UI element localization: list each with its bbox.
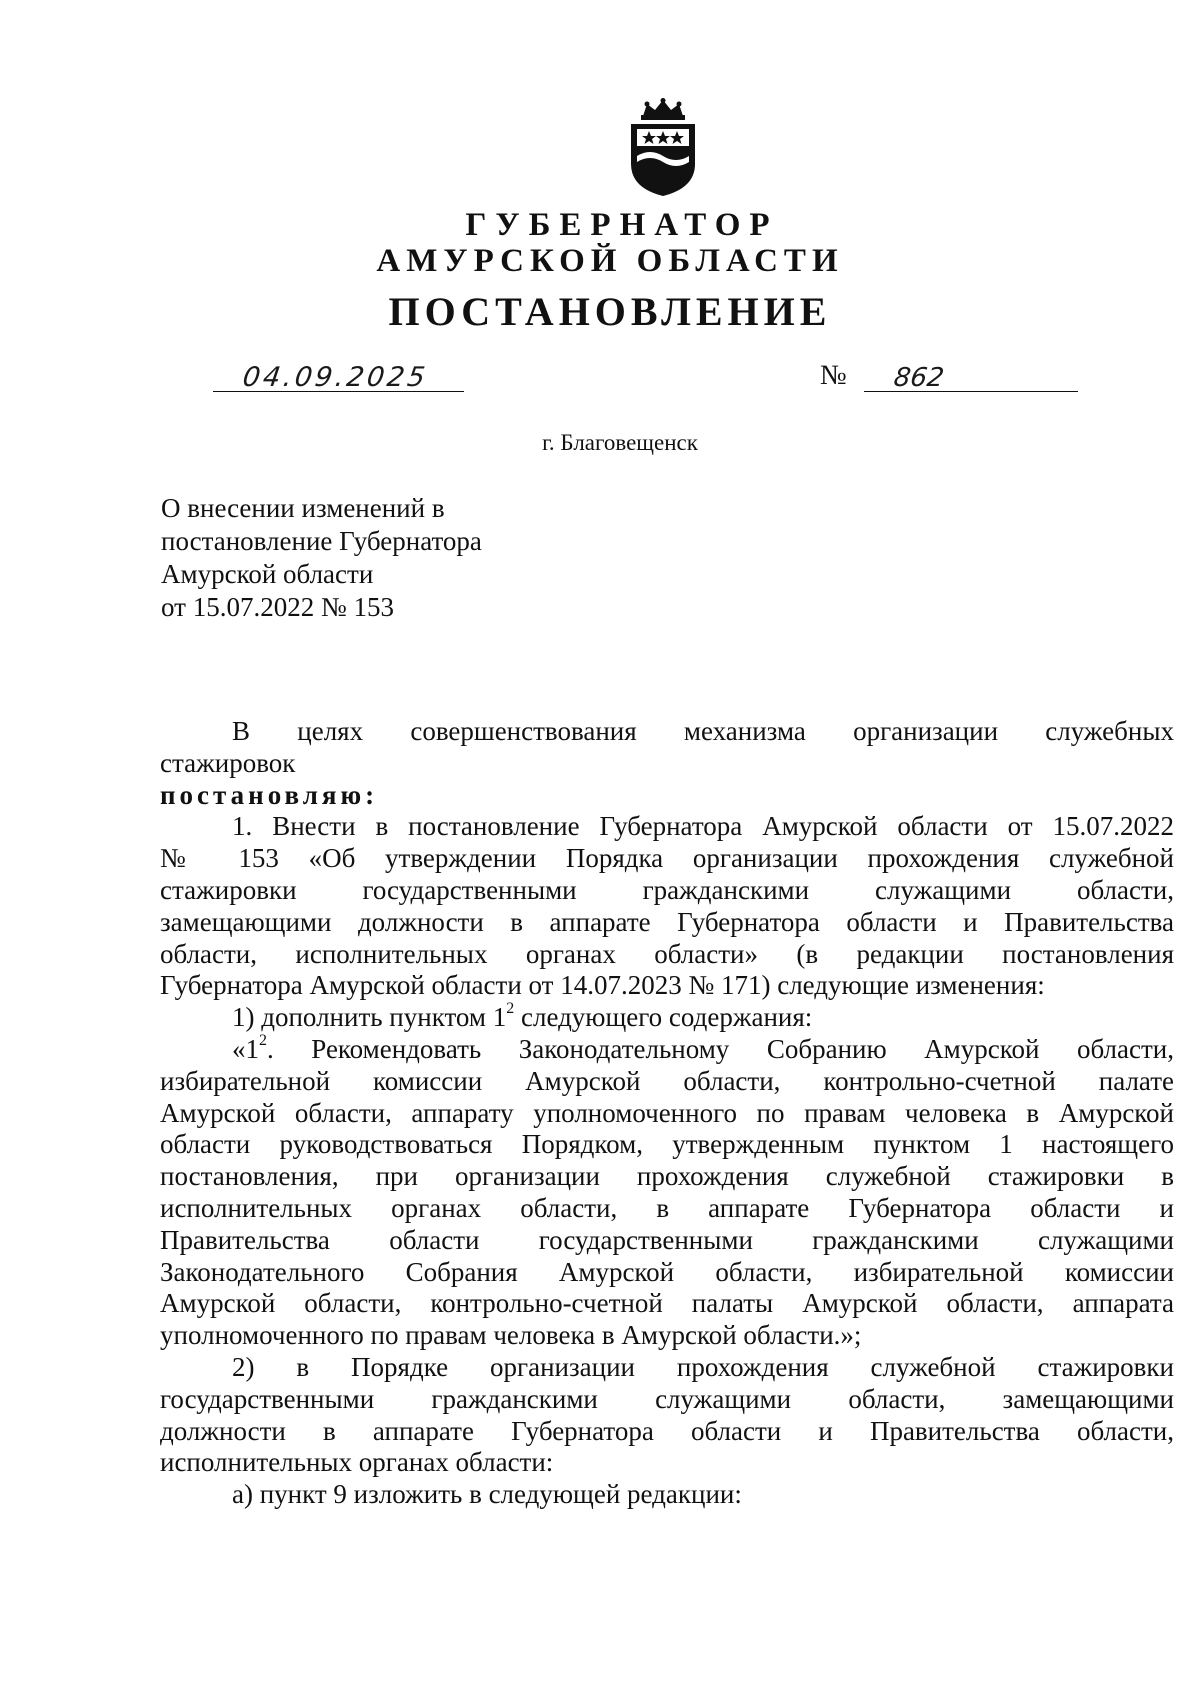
quote-line: исполнительных органах области, в аппарате Губернатора области и: [160, 1192, 1174, 1223]
quote-line: избирательной комиссии Амурской области, контрольно-счетной палате: [160, 1065, 1174, 1096]
document-type-title: ПОСТАНОВЛЕНИЕ: [388, 289, 832, 334]
quote-line: Амурской области, контрольно-счетной палаты Амурской области, аппарата: [160, 1288, 1174, 1319]
quote-line: уполномоченного по правам человека в Амурской области.»;: [160, 1320, 862, 1351]
item1-line: 1. Внести в постановление Губернатора Амурской области от 15.07.2022: [232, 811, 1174, 842]
subitem1-suffix: следующего содержания:: [514, 1002, 813, 1033]
title-line: Амурской области: [161, 559, 374, 589]
coat-of-arms-icon: [617, 98, 709, 198]
preamble-line: В целях совершенствования механизма организации служебных: [232, 716, 1174, 746]
document-body: [160, 716, 1174, 1511]
quote-line: постановления, при организации прохождения служебной стажировки в: [160, 1161, 1174, 1192]
number-field: [864, 353, 1078, 392]
region-title: АМУРСКОЙ ОБЛАСТИ: [376, 243, 844, 279]
number-handwritten: 862: [891, 363, 946, 393]
subitem2-line: 2) в Порядке организации прохождения служебной стажировки: [232, 1351, 1174, 1382]
subitem1-superscript: 2: [506, 1000, 515, 1018]
quote-first-rest: . Рекомендовать Законодательному Собранию Амурской области,: [267, 1033, 1174, 1064]
subitem2-line: исполнительных органах области:: [160, 1447, 554, 1478]
quote-line: Амурской области, аппарату уполномоченного по правам человека в Амурской: [160, 1097, 1174, 1128]
date-field: [213, 353, 464, 392]
subitem1-prefix: 1) дополнить пунктом 1: [232, 1002, 507, 1033]
decree-word: постановляю:: [160, 779, 379, 810]
quote-prefix: «1: [232, 1033, 259, 1064]
title-line: постановление Губернатора: [161, 526, 482, 556]
subitem2a-line: а) пункт 9 изложить в следующей редакции:: [232, 1479, 742, 1510]
authority-title: ГУБЕРНАТОР: [465, 207, 779, 243]
date-handwritten: 04.09.2025: [240, 362, 430, 393]
subitem2-line: должности в аппарате Губернатора области и Правительства области,: [160, 1415, 1174, 1446]
quote-line: области руководствоваться Порядком, утвержденным пунктом 1 настоящего: [160, 1129, 1174, 1160]
subitem2-line: государственными гражданскими служащими области, замещающими: [160, 1383, 1174, 1414]
city-label: г. Благовещенск: [542, 430, 698, 455]
title-line: от 15.07.2022 № 153: [161, 592, 394, 622]
item1-line: замещающими должности в аппарате Губернатора области и Правительства: [160, 906, 1174, 937]
quote-line: Законодательного Собрания Амурской области, избирательной комиссии: [160, 1256, 1174, 1287]
item1-line: № 153 «Об утверждении Порядка организации прохождения служебной: [160, 843, 1174, 874]
title-line: О внесении изменений в: [161, 493, 445, 523]
subitem1-line: [160, 1002, 1174, 1034]
preamble-line: стажировок: [160, 747, 296, 778]
quote-superscript: 2: [259, 1032, 267, 1050]
document-title: [161, 492, 482, 624]
item1-line: стажировки государственными гражданскими служащими области,: [160, 874, 1174, 905]
item1-line: области, исполнительных органах области» (в редакции постановления: [160, 938, 1174, 969]
item1-line: Губернатора Амурской области от 14.07.2023 № 171) следующие изменения:: [160, 970, 1045, 1001]
quote-line: Правительства области государственными гражданскими служащими: [160, 1224, 1174, 1255]
quote-line: [160, 1034, 1174, 1066]
number-label: №: [820, 360, 847, 391]
